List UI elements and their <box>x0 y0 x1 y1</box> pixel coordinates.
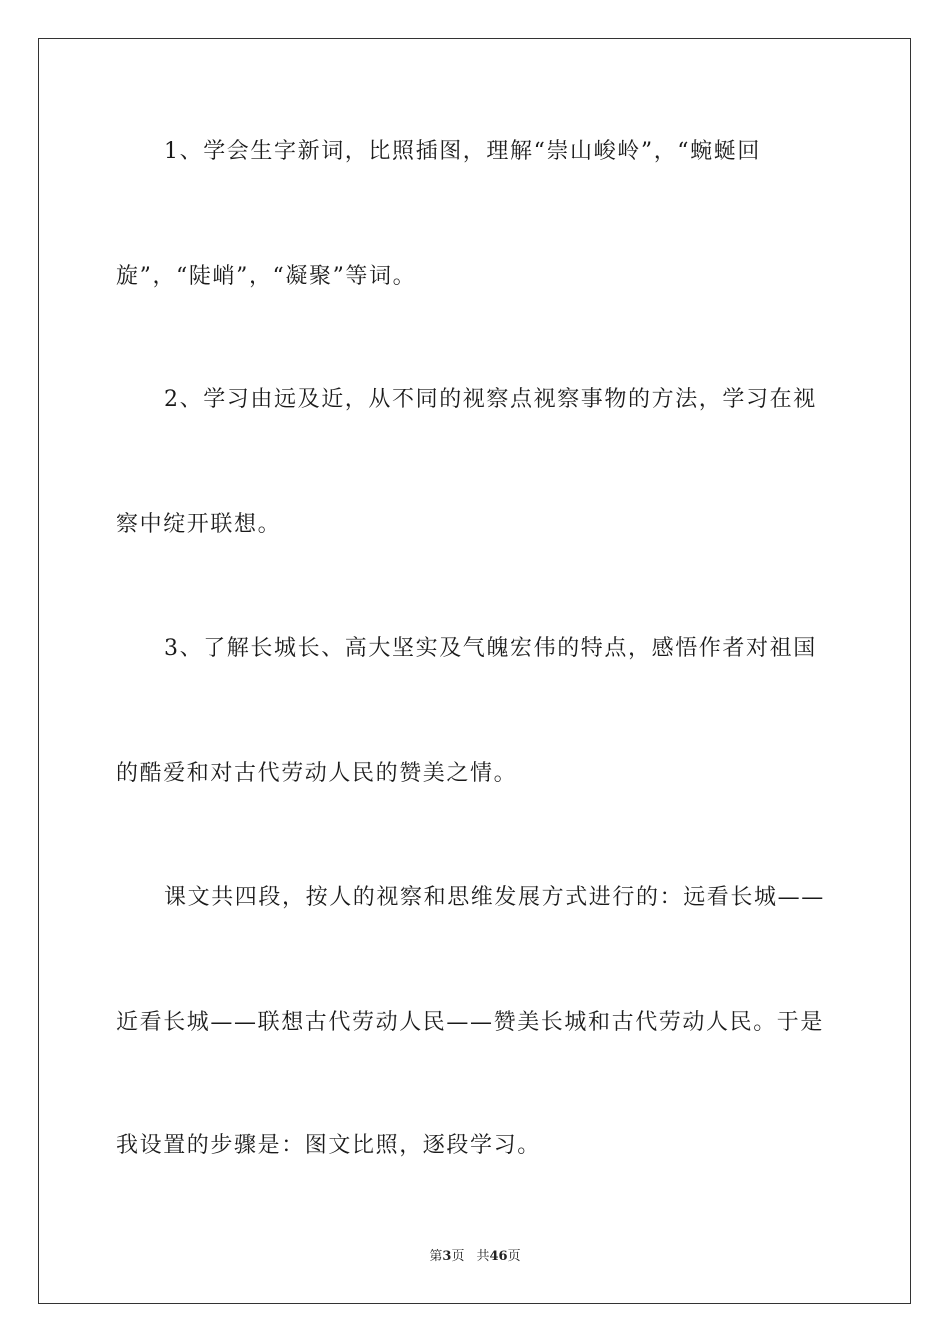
paragraph-4-line-3: 我设置的步骤是：图文比照，逐段学习。 <box>116 1133 541 1158</box>
paragraph-4-line-2: 近看长城——联想古代劳动人民——赞美长城和古代劳动人民。于是 <box>116 1010 825 1035</box>
paragraph-1-line-2: 旋”，“陡峭”，“凝聚”等词。 <box>116 264 417 289</box>
footer-page-prefix: 第 <box>429 1249 443 1264</box>
paragraph-4-line-1: 课文共四段，按人的视察和思维发展方式进行的：远看长城—— <box>164 885 825 910</box>
footer-total-suffix: 页 <box>507 1249 521 1264</box>
paragraph-3-line-1: 3、了解长城长、高大坚实及气魄宏伟的特点，感悟作者对祖国 <box>164 636 817 661</box>
paragraph-2-line-2: 察中绽开联想。 <box>116 512 282 537</box>
page-footer <box>0 1248 950 1266</box>
paragraph-3-line-2: 的酷爱和对古代劳动人民的赞美之情。 <box>116 761 518 786</box>
footer-total-prefix: 共 <box>476 1249 490 1264</box>
paragraph-1-line-1: 1、学会生字新词，比照插图，理解“崇山峻岭”，“蜿蜒回 <box>164 139 761 164</box>
footer-page-suffix: 页 <box>451 1249 465 1264</box>
footer-page-number: 3 <box>442 1249 452 1264</box>
footer-total-pages: 46 <box>489 1249 508 1264</box>
page-border <box>38 38 911 1304</box>
paragraph-2-line-1: 2、学习由远及近，从不同的视察点视察事物的方法，学习在视 <box>164 387 817 412</box>
